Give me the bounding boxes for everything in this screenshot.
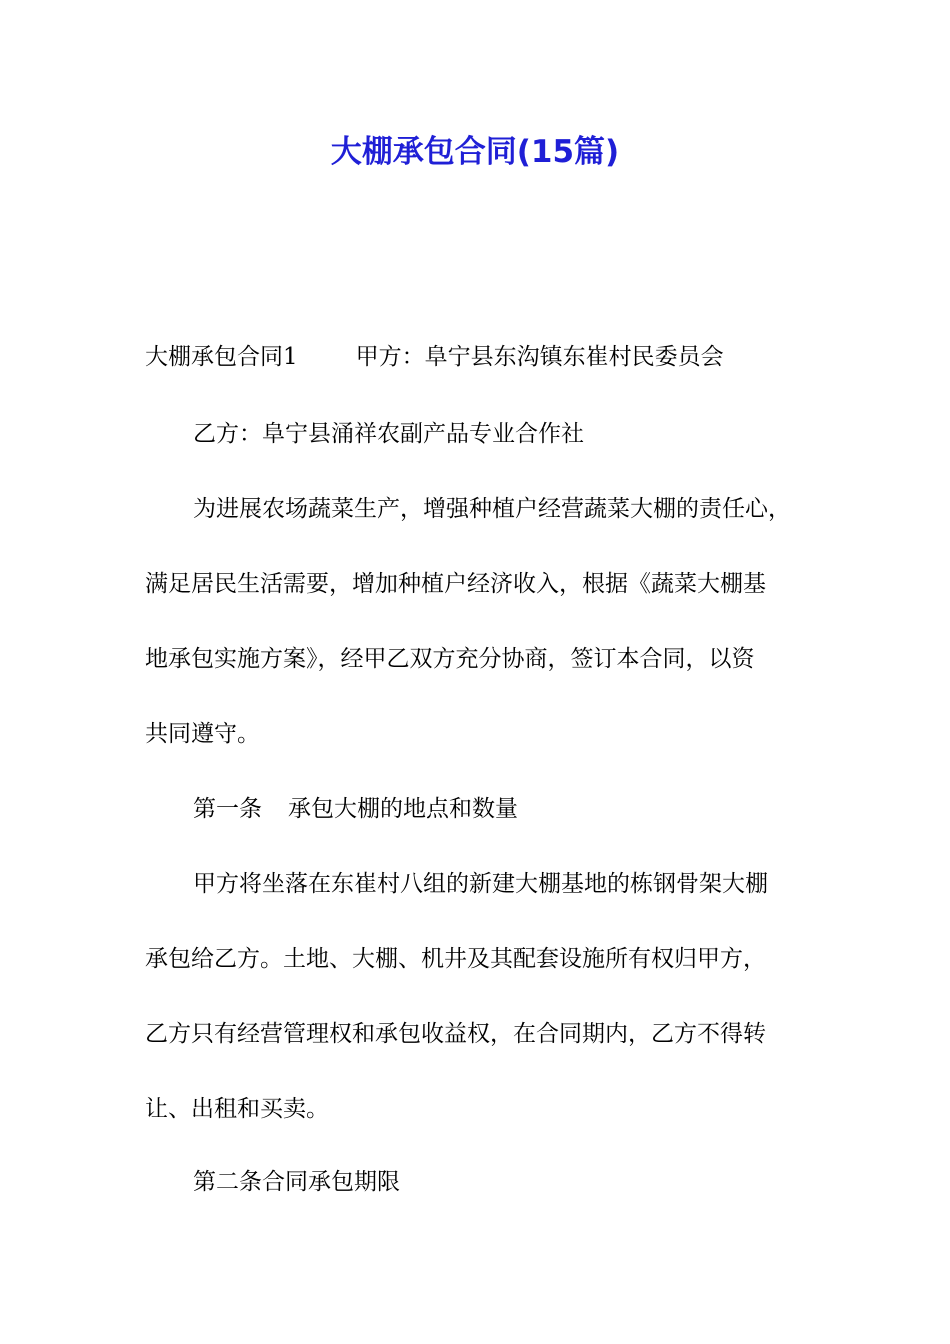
intro-line: 满足居民生活需要，增加种植户经济收入，根据《蔬菜大棚基 xyxy=(145,571,766,597)
contract-heading-line xyxy=(145,341,724,373)
article1-title: 承包大棚的地点和数量 xyxy=(288,796,518,822)
article1-line: 让、出租和买卖。 xyxy=(145,1096,329,1122)
article1-label: 第一条 xyxy=(193,796,262,822)
article1-line: 甲方将坐落在东崔村八组的新建大棚基地的栋钢骨架大棚 xyxy=(193,871,768,897)
intro-line: 共同遵守。 xyxy=(145,721,260,747)
intro-line: 为进展农场蔬菜生产，增强种植户经营蔬菜大棚的责任心， xyxy=(193,496,791,522)
contract-heading: 大棚承包合同1 xyxy=(145,344,298,370)
article2-heading: 第二条合同承包期限 xyxy=(193,1169,400,1195)
intro-line: 地承包实施方案》，经甲乙双方充分协商，签订本合同，以资 xyxy=(145,646,755,672)
party-b: 乙方：阜宁县涌祥农副产品专业合作社 xyxy=(193,421,584,447)
article1-heading xyxy=(193,793,518,825)
document-title: 大棚承包合同(15篇) xyxy=(330,134,620,170)
party-a: 甲方：阜宁县东沟镇东崔村民委员会 xyxy=(355,344,724,370)
article1-line: 承包给乙方。土地、大棚、机井及其配套设施所有权归甲方， xyxy=(145,946,766,972)
article1-line: 乙方只有经营管理权和承包收益权，在合同期内，乙方不得转 xyxy=(145,1021,766,1047)
